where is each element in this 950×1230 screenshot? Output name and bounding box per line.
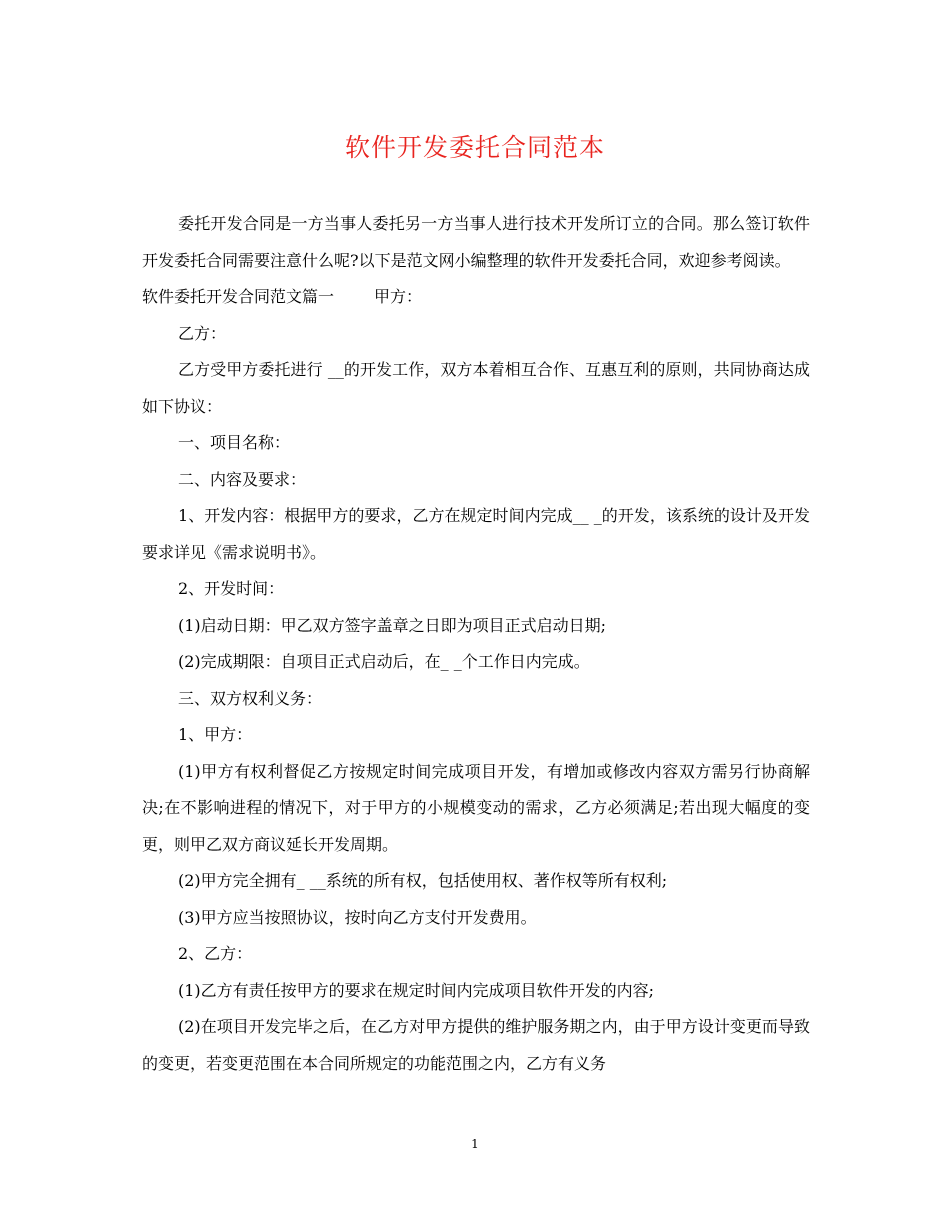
paragraph: (2)在项目开发完毕之后，在乙方对甲方提供的维护服务期之内，由于甲方设计变更而导致的变更，若变更范围在本合同所规定的功能范围之内，乙方有义务	[142, 1017, 810, 1073]
paragraph: (1)甲方有权利督促乙方按规定时间完成项目开发，有增加或修改内容双方需另行协商解决;在不影响进程的情况下，对于甲方的小规模变动的需求，乙方必须满足;若出现大幅度的变更，则甲乙双方商议延长开发周期。	[142, 761, 810, 854]
section-heading-line	[142, 279, 810, 316]
paragraph: 2、乙方：	[178, 944, 253, 963]
paragraph: (2)完成期限：自项目正式启动后，在_ _个工作日内完成。	[178, 652, 590, 671]
intro-paragraph: 委托开发合同是一方当事人委托另一方当事人进行技术开发所订立的合同。那么签订软件开发委托合同需要注意什么呢?以下是范文网小编整理的软件开发委托合同，欢迎参考阅读。	[142, 214, 810, 270]
section-heading: 软件委托开发合同范文篇一	[142, 287, 335, 306]
paragraph: (3)甲方应当按照协议，按时向乙方支付开发费用。	[178, 907, 537, 927]
paragraph: 乙方受甲方委托进行 __的开发工作，双方本着相互合作、互惠互利的原则，共同协商达成如下协议：	[142, 360, 810, 416]
paragraph: 二、内容及要求：	[178, 469, 307, 489]
party-a-label: 甲方：	[374, 287, 423, 306]
document-body	[142, 206, 810, 1082]
party-b-label: 乙方：	[178, 323, 227, 343]
paragraph: 一、项目名称：	[178, 433, 291, 452]
paragraph: 三、双方权利义务：	[178, 688, 323, 708]
paragraph: 2、开发时间：	[178, 579, 285, 598]
paragraph: 1、开发内容：根据甲方的要求，乙方在规定时间内完成__ _的开发，该系统的设计及开发要求详见《需求说明书》。	[142, 506, 810, 562]
paragraph: (2)甲方完全拥有_ __系统的所有权，包括使用权、著作权等所有权利;	[178, 871, 668, 890]
paragraph: 1、甲方：	[178, 725, 253, 744]
paragraph: (1)乙方有责任按甲方的要求在规定时间内完成项目软件开发的内容;	[178, 980, 655, 1000]
document-title: 软件开发委托合同范本	[344, 133, 605, 162]
page-number: 1	[471, 1137, 479, 1151]
paragraph: (1)启动日期：甲乙双方签字盖章之日即为项目正式启动日期;	[178, 615, 607, 635]
